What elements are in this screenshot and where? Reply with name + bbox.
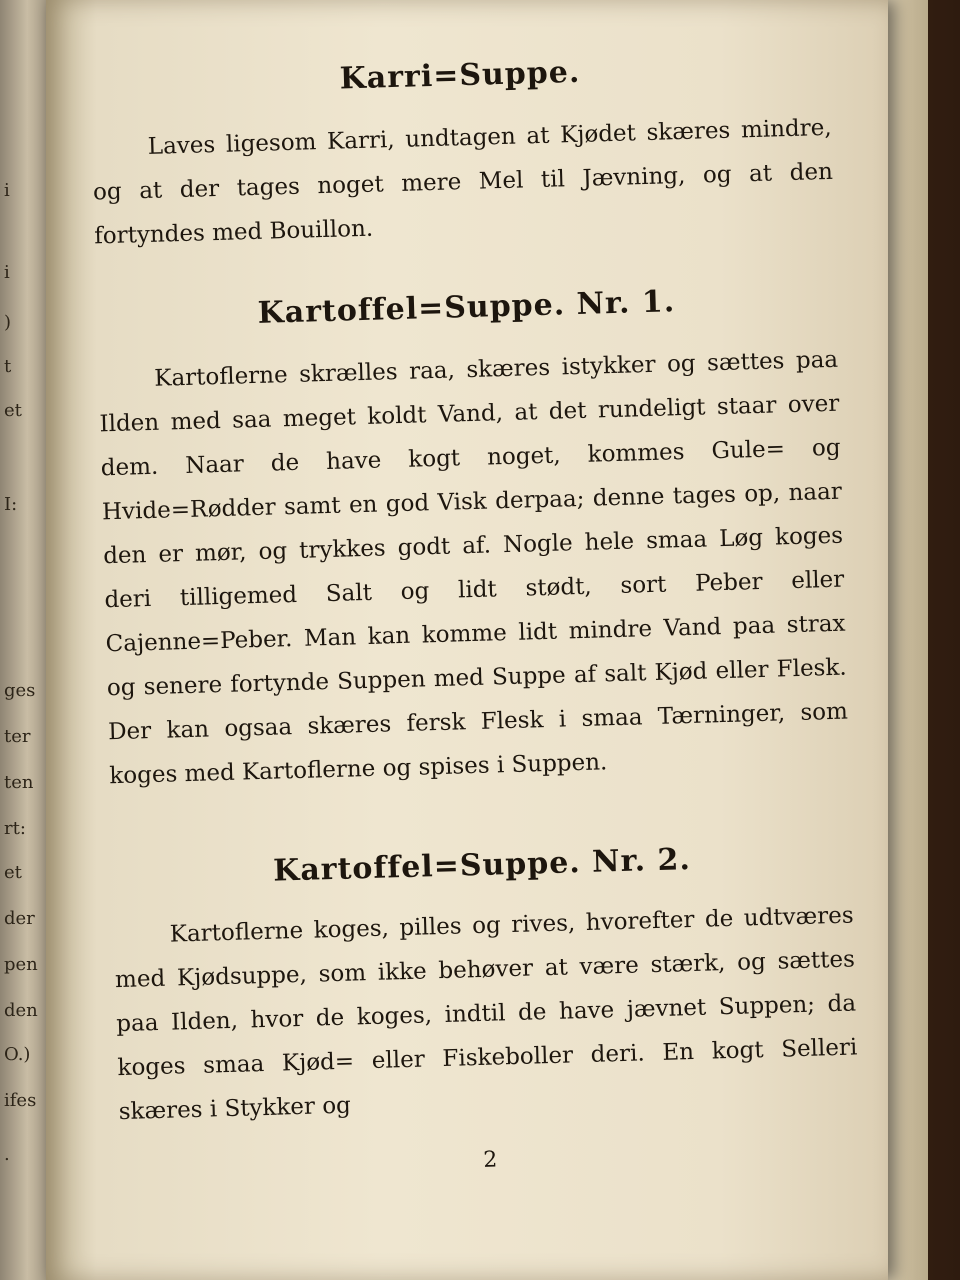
left-page-fragment: I: xyxy=(4,494,18,515)
left-page-fragment: O.) xyxy=(4,1044,31,1065)
page-content xyxy=(89,28,863,1268)
page-edge-stack xyxy=(888,0,928,1280)
left-page-edge xyxy=(0,0,50,1280)
left-page-fragment: et xyxy=(4,400,22,421)
left-page-fragment: ifes xyxy=(4,1090,37,1111)
page-number: 2 xyxy=(482,1147,498,1173)
left-page-fragment: t xyxy=(4,356,12,377)
section-text: Kartoflerne skrælles raa, skæres istykker og sættes paa Ilden med saa meget koldt Vand, at det rundeligt staar over dem. Naar de have kogt noget, kommes Gule= og Hvide=Rødder samt en god Visk derpaa; denne tages op, naar den er mør, og trykkes godt af. Nogle hele smaa Løg koges deri tilligemed Salt og lidt stødt, sort Peber eller Cajenne=Peber. Man kan komme lidt mindre Vand paa strax og senere fortynde Suppen med Suppe af salt Kjød eller Flesk. Der kan ogsaa skæres fersk Flesk i smaa Tærninger, som koges med Kartoflerne og spises i Suppen. xyxy=(99,346,849,790)
left-page-fragment: ter xyxy=(4,726,31,747)
left-page-fragment: ten xyxy=(4,772,34,793)
left-page-fragment: ) xyxy=(4,312,12,333)
left-page-fragment: et xyxy=(4,862,22,883)
section-title: Kartoffel=Suppe. Nr. 1. xyxy=(257,284,676,331)
book-page xyxy=(46,0,888,1280)
left-page-fragment: den xyxy=(4,1000,38,1021)
section-text: Laves ligesom Karri, undtagen at Kjødet skæres mindre, og at der tages noget mere Mel til Jævning, og at den fortyndes med Bouillon. xyxy=(92,114,834,250)
section-text: Kartoflerne koges, pilles og rives, hvorefter de udtværes med Kjødsuppe, som ikke behøver at være stærk, og sættes paa Ilden, hvor de koges, indtil de have jævnet Suppen; da koges smaa Kjød= eller Fiskeboller deri. En kogt Selleri skæres i Stykker og xyxy=(114,902,858,1126)
left-page-fragment: i xyxy=(4,262,10,283)
section-title: Karri=Suppe. xyxy=(339,54,581,97)
section-title: Kartoffel=Suppe. Nr. 2. xyxy=(272,842,692,889)
left-page-fragment: i xyxy=(4,180,10,201)
left-page-fragment: ges xyxy=(4,680,36,701)
left-page-fragment: der xyxy=(4,908,35,929)
left-page-fragment: . xyxy=(4,1144,10,1165)
left-page-fragment: rt: xyxy=(4,818,26,839)
left-page-fragment: pen xyxy=(4,954,38,975)
